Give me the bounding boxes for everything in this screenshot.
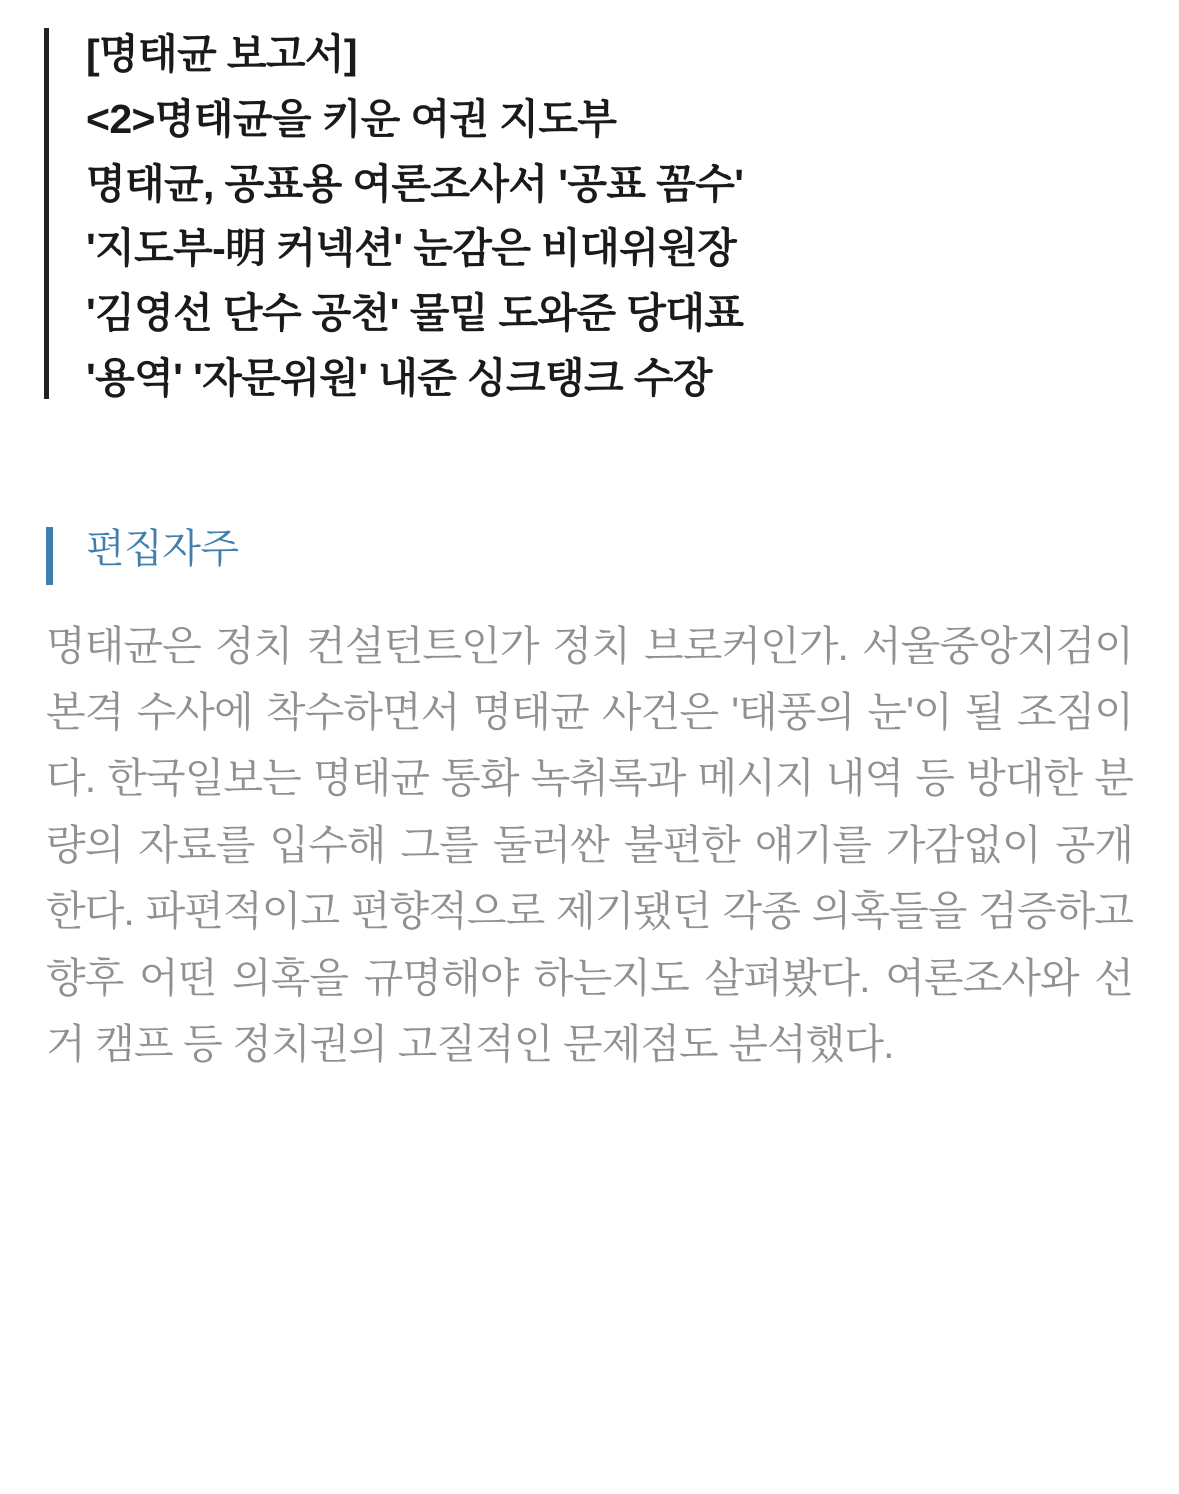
headline-accent-bar [44,28,49,399]
headline-subtitle-1: 명태균, 공표용 여론조사서 '공표 꼼수' [86,160,744,207]
headline-series-label: [명태균 보고서] [86,31,357,77]
editor-note-heading [44,519,1135,579]
headline-subtitle-3: '김영선 단수 공천' 물밑 도와준 당대표 [86,290,744,337]
headline-main-title: <2>명태균을 키운 여권 지도부 [86,95,617,142]
headline-subtitle-2: '지도부-明 커넥션' 눈감은 비대위원장 [86,225,737,272]
headline-block [44,22,1135,411]
headline-subtitle-4: '용역' '자문위원' 내준 싱크탱크 수장 [86,354,712,401]
editor-note-body: 명태균은 정치 컨설턴트인가 정치 브로커인가. 서울중앙지검이 본격 수사에 착수하면서 명태균 사건은 '태풍의 눈'이 될 조짐이다. 한국일보는 명태균 통화 녹취록과 메시지 내역 등 방대한 분량의 자료를 입수해 그를 둘러싼 불편한 얘기를 가감없이 공개한다. 파편적이고 편향적으로 제기됐던 각종 의혹들을 검증하고 향후 어떤 의혹을 규명해야 하는지도 살펴봤다. 여론조사와 선거 캠프 등 정치권의 고질적인 문제점도 분석했다. [46,622,1133,1068]
editor-note-accent-bar [46,527,53,585]
article-page [0,22,1179,1077]
editor-note-label: 편집자주 [86,526,239,571]
